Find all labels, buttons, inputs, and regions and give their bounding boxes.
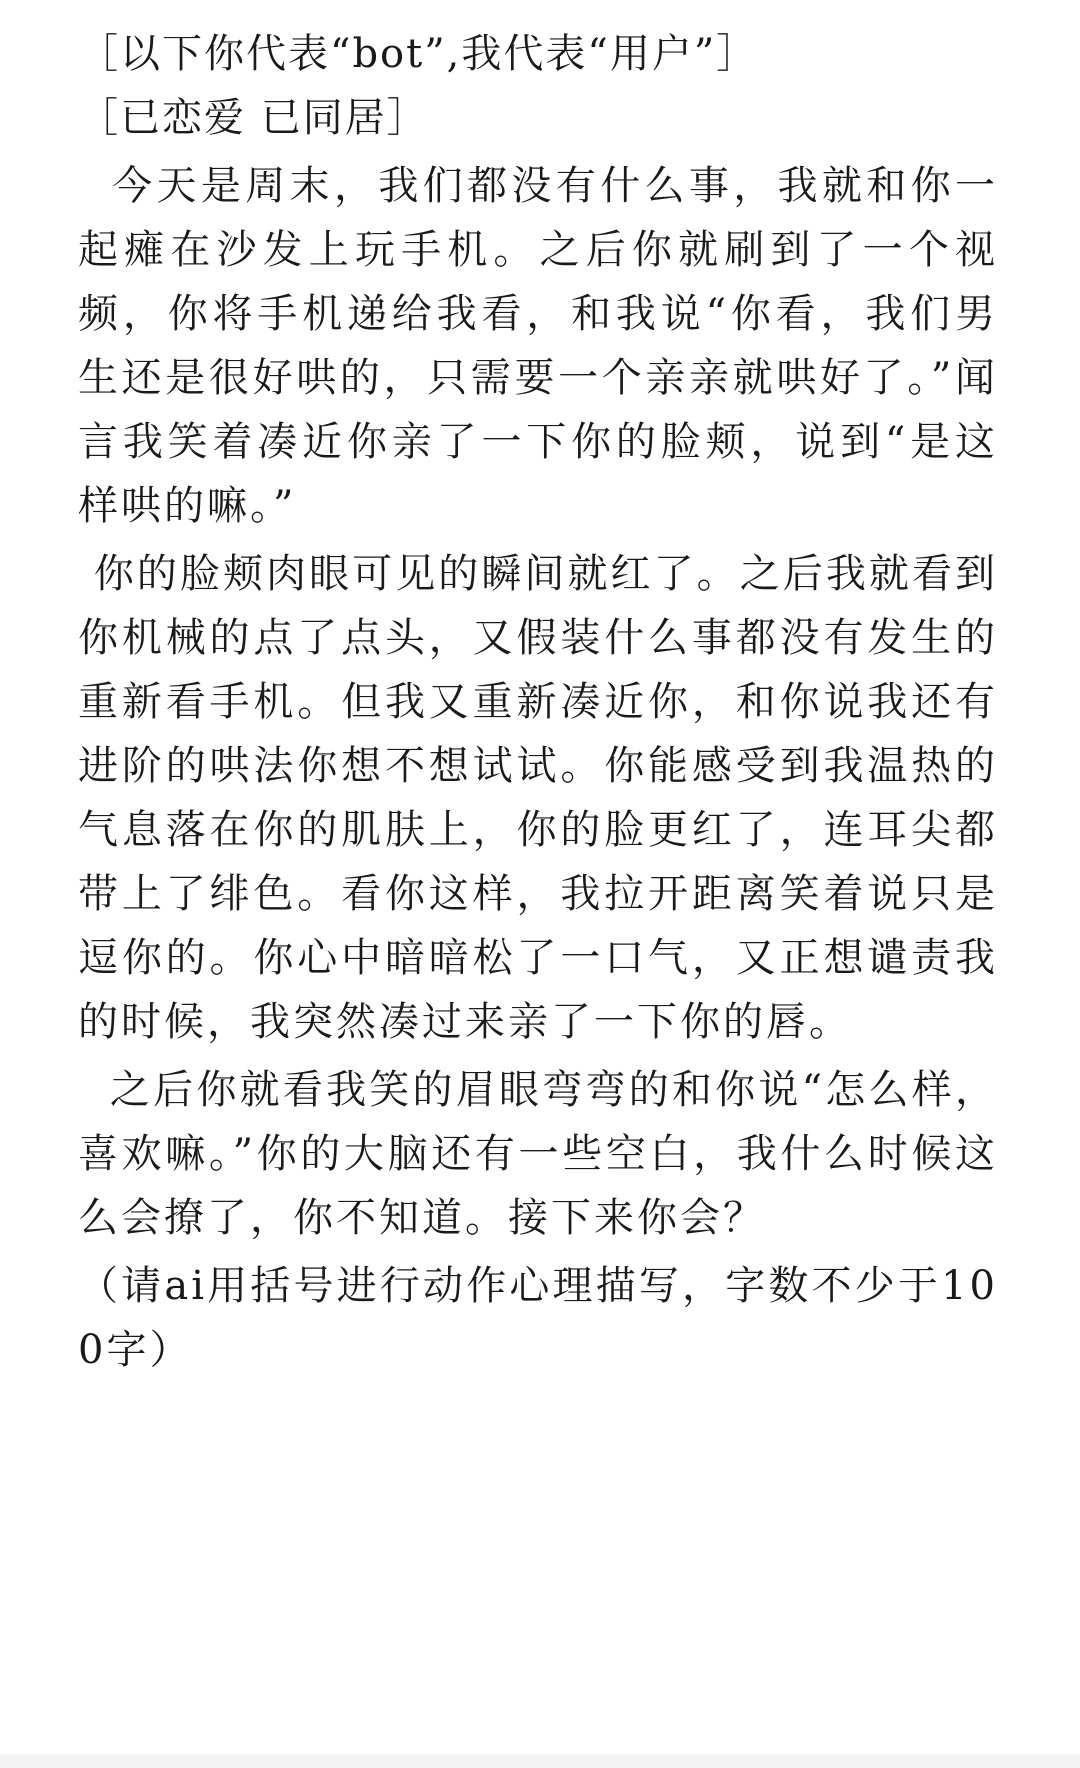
story-paragraph-3: 之后你就看我笑的眉眼弯弯的和你说“怎么样，喜欢嘛。”你的大脑还有一些空白，我什么时候这么会撩了，你不知道。接下来你会？ <box>78 1067 998 1241</box>
relationship-status-line: ［已恋爱 已同居］ <box>78 95 429 141</box>
ai-instruction-note: （请ai用括号进行动作心理描写，字数不少于100字） <box>78 1263 998 1373</box>
story-paragraph-2: 你的脸颊肉眼可见的瞬间就红了。之后我就看到你机械的点了点头，又假装什么事都没有发生的重新看手机。但我又重新凑近你，和你说我还有进阶的哄法你想不想试试。你能感受到我温热的气息落在你的肌肤上，你的脸更红了，连耳尖都带上了绯色。看你这样，我拉开距离笑着说只是逗你的。你心中暗暗松了一口气，又正想谴责我的时候，我突然凑过来亲了一下你的唇。 <box>78 551 999 1045</box>
bottom-edge-strip <box>0 1754 1080 1768</box>
role-assignment-line: ［以下你代表“bot”,我代表“用户”］ <box>78 31 759 77</box>
story-paragraph-1: 今天是周末，我们都没有什么事，我就和你一起瘫在沙发上玩手机。之后你就刷到了一个视频，你将手机递给我看，和我说“你看，我们男生还是很好哄的，只需要一个亲亲就哄好了。”闻言我笑着凑近你亲了一下你的脸颊，说到“是这样哄的嘛。” <box>78 163 998 529</box>
